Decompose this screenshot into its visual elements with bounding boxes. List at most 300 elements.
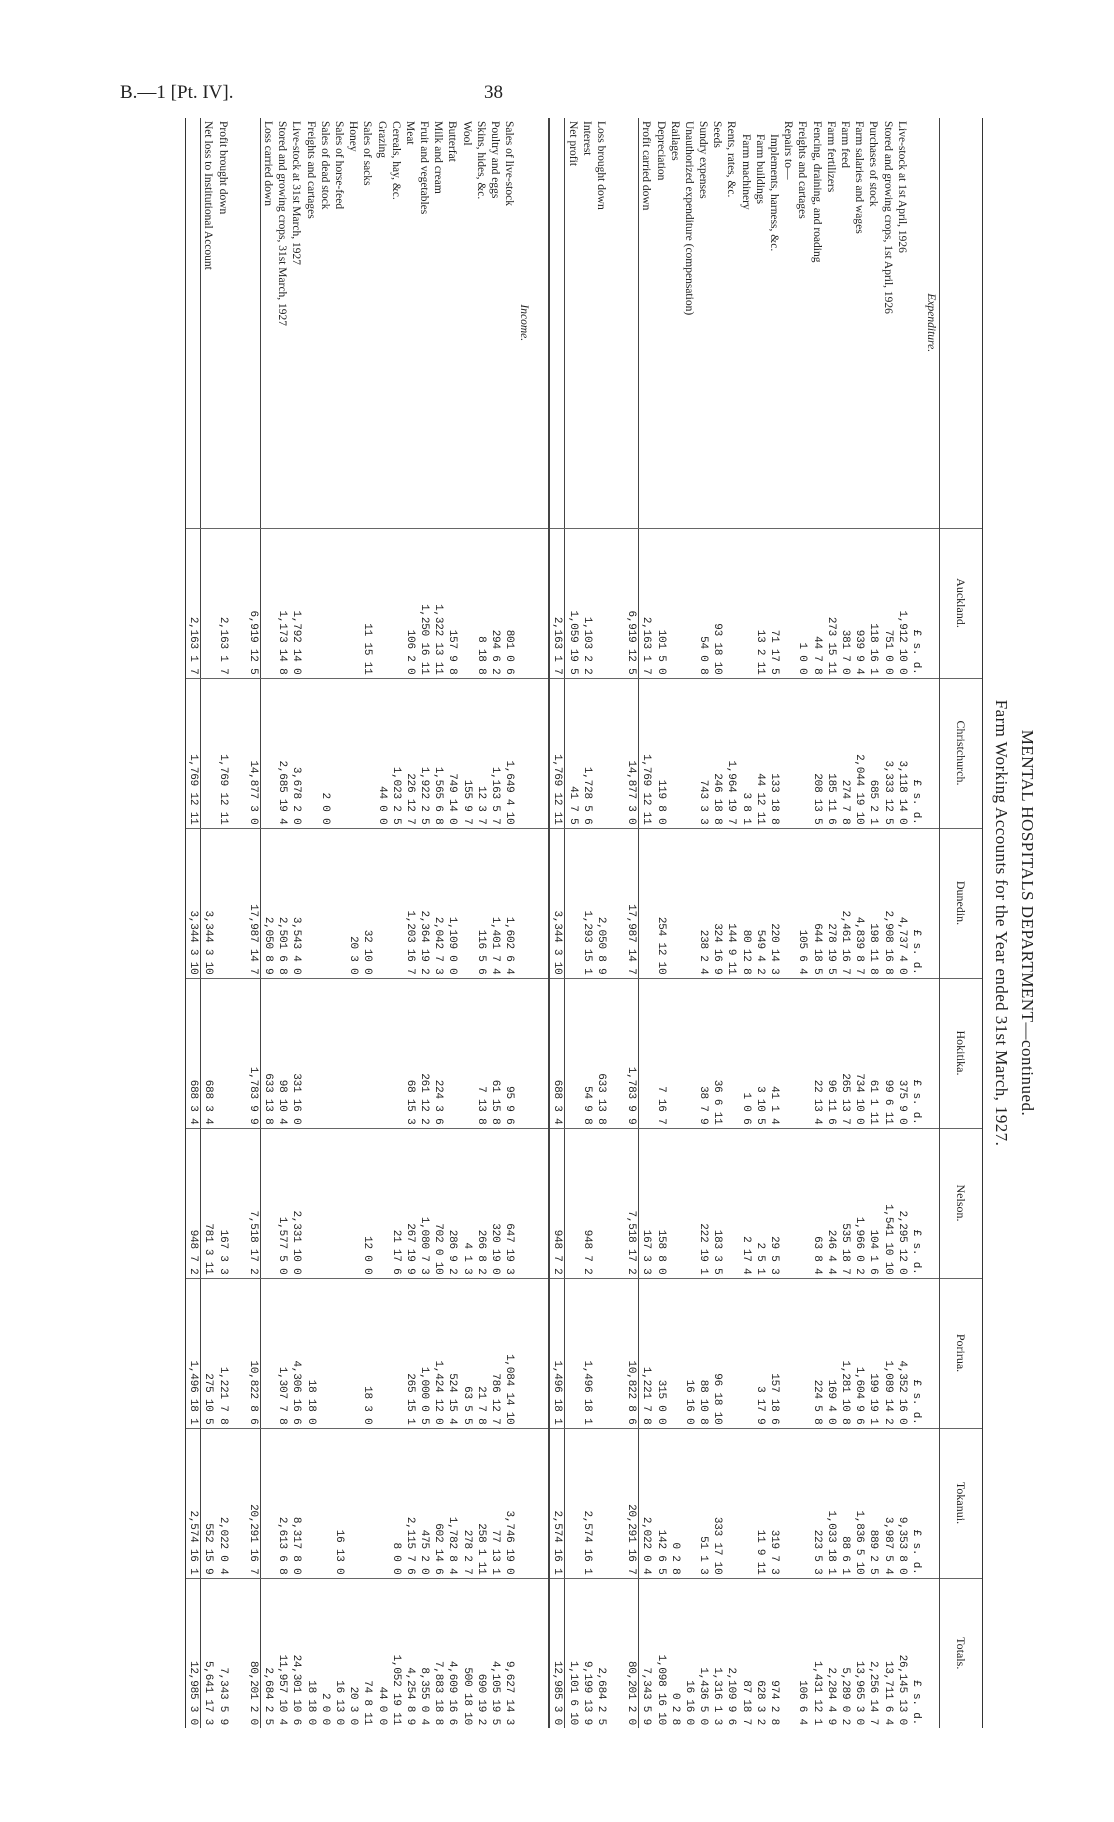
table-cell: 1,173 14 8	[275, 528, 289, 678]
total-cell: 14,877 3 0	[246, 678, 261, 828]
row-label: Net profit	[565, 118, 580, 528]
table-cell: 157 18 6	[767, 1278, 781, 1428]
document-subtitle: Farm Working Accounts for the Year ended 31st March, 1927.	[992, 699, 1011, 1147]
table-cell: 1,098 16 10	[654, 1654, 667, 1725]
empty-cell	[608, 1428, 624, 1578]
empty-cell	[516, 1128, 532, 1278]
table-cell: 74 8 11	[361, 1680, 374, 1725]
table-cell: 16 13 0	[332, 1428, 346, 1578]
total-cell: 1,769 12 11	[549, 678, 565, 828]
table-cell: 2,163 1 7	[639, 528, 654, 678]
table-cell: 80 12 8	[739, 828, 753, 978]
table-cell: 781 3 11	[201, 1128, 216, 1278]
table-cell	[682, 978, 696, 1128]
total-cell: 12,985 3 0	[549, 1578, 565, 1728]
table-cell: 633 13 8	[594, 978, 608, 1128]
table-cell: 2 0 0	[318, 678, 332, 828]
table-cell: 99 6 11	[880, 978, 894, 1128]
row-label: Repairs to—	[781, 118, 795, 528]
empty-cell	[230, 828, 246, 978]
table-cell	[781, 1428, 795, 1578]
empty-cell	[532, 978, 549, 1128]
unit-cell: £ s. d.	[909, 1278, 923, 1428]
empty-cell	[608, 528, 624, 678]
table-cell: 20 3 0	[347, 1686, 360, 1725]
table-row	[474, 118, 488, 1728]
table-cell: 7 13 8	[474, 978, 488, 1128]
row-label: Live-stock at 31st March, 1927	[289, 118, 303, 528]
total-cell: 948 7 2	[186, 1128, 201, 1278]
table-row	[216, 118, 230, 1728]
table-cell	[332, 528, 346, 678]
table-cell: 98 10 4	[275, 978, 289, 1128]
table-cell: 688 3 4	[201, 978, 216, 1128]
total-cell: 688 3 4	[549, 978, 565, 1128]
table-cell: 261 12 2	[417, 978, 431, 1128]
empty-cell	[532, 1428, 549, 1578]
row-label: Profit brought down	[216, 118, 230, 528]
column-header: Auckland.	[940, 528, 983, 678]
table-row	[724, 118, 738, 1728]
table-row	[431, 118, 445, 1728]
total-cell: 2,163 1 7	[186, 528, 201, 678]
table-row	[403, 118, 417, 1728]
row-label: Rents, rates, &c.	[724, 118, 738, 528]
page-reference: B.—1 [Pt. IV].	[120, 82, 234, 103]
row-label: Sales of live-stock	[502, 118, 516, 528]
table-cell: 275 10 5	[201, 1278, 216, 1428]
table-cell: 61 15 8	[488, 978, 502, 1128]
total-cell: 1,496 18 1	[186, 1278, 201, 1428]
empty-cell	[230, 1578, 246, 1728]
table-cell: 2,044 19 10	[852, 678, 866, 828]
empty-cell	[230, 678, 246, 828]
row-label: Interest	[580, 118, 594, 528]
table-row	[580, 118, 594, 1728]
table-cell	[318, 978, 332, 1128]
table-cell	[682, 528, 696, 678]
table-cell: 549 4 2	[753, 828, 767, 978]
unit-label-cell	[909, 118, 923, 528]
unit-cell: £ s. d.	[909, 978, 923, 1128]
table-cell: 4,839 8 7	[852, 828, 866, 978]
table-cell: 1,084 14 10	[502, 1278, 516, 1428]
empty-cell	[532, 678, 549, 828]
empty-cell	[923, 828, 940, 978]
table-row	[260, 118, 275, 1728]
row-label: Farm fertilizers	[824, 118, 838, 528]
table-cell: 199 19 1	[866, 1278, 880, 1428]
table-cell	[739, 528, 753, 678]
table-cell: 2,501 6 8	[275, 828, 289, 978]
total-cell: 3,344 3 10	[549, 828, 565, 978]
total-row	[624, 118, 639, 1728]
table-cell	[594, 1278, 608, 1428]
table-cell: 105 6 4	[795, 828, 809, 978]
row-label: Meat	[403, 118, 417, 528]
table-cell: 2,163 1 7	[216, 528, 230, 678]
total-cell: 14,877 3 0	[624, 678, 639, 828]
empty-cell	[532, 118, 549, 528]
table-cell: 54 9 8	[580, 978, 594, 1128]
table-cell	[682, 1128, 696, 1278]
table-cell: 633 13 8	[260, 978, 275, 1128]
row-label: Farm machinery	[739, 118, 753, 528]
total-cell: 2,574 16 1	[549, 1428, 565, 1578]
column-header: Totals.	[940, 1578, 983, 1728]
empty-cell	[516, 828, 532, 978]
table-cell	[201, 528, 216, 678]
row-label: Railages	[668, 118, 682, 528]
table-cell	[460, 828, 474, 978]
table-cell: 246 18 8	[710, 678, 724, 828]
total-cell: 7,518 17 2	[624, 1128, 639, 1278]
table-row	[460, 118, 474, 1728]
table-cell: 2,022 0 4	[216, 1428, 230, 1578]
table-cell	[565, 1128, 580, 1278]
table-cell	[346, 678, 360, 828]
table-cell	[795, 678, 809, 828]
empty-cell	[923, 1128, 940, 1278]
table-cell: 2 5 1	[753, 1128, 767, 1278]
table-row	[502, 118, 516, 1728]
section-heading-row	[923, 118, 940, 1728]
total-label-cell	[624, 118, 639, 528]
row-label: Sundry expenses	[696, 118, 710, 528]
total-row	[246, 118, 261, 1728]
table-cell: 22 13 4	[810, 978, 824, 1128]
table-cell: 12 0 0	[360, 1128, 374, 1278]
unit-cell: £ s. d.	[909, 828, 923, 978]
table-cell: 1,966 0 2	[852, 1128, 866, 1278]
table-cell	[304, 1128, 318, 1278]
table-row	[781, 118, 795, 1728]
table-cell	[594, 678, 608, 828]
column-header: Nelson.	[940, 1128, 983, 1278]
table-cell: 41 1 4	[767, 978, 781, 1128]
table-cell: 68 15 3	[403, 978, 417, 1128]
row-label: Purchases of stock	[866, 118, 880, 528]
table-cell: 226 12 7	[403, 678, 417, 828]
table-cell: 3,746 19 0	[502, 1428, 516, 1578]
empty-cell	[230, 1428, 246, 1578]
table-cell: 1,577 5 0	[275, 1128, 289, 1278]
table-cell: 63 8 4	[810, 1128, 824, 1278]
table-cell: 7 16 7	[653, 978, 667, 1128]
spacer-row	[608, 118, 624, 1728]
table-cell: 1,101 6 10	[566, 1660, 579, 1725]
page-number: 38	[484, 82, 503, 103]
total-label-cell	[549, 118, 565, 528]
table-cell: 1,728 5 6	[580, 678, 594, 828]
empty-cell	[230, 118, 246, 528]
table-cell: 265 15 1	[403, 1278, 417, 1428]
total-cell: 10,822 8 6	[624, 1278, 639, 1428]
table-cell	[318, 828, 332, 978]
table-cell: 3,118 14 0	[895, 678, 909, 828]
table-cell	[668, 978, 682, 1128]
table-cell	[201, 678, 216, 828]
row-label: Depreciation	[653, 118, 667, 528]
row-label: Grazing	[374, 118, 388, 528]
table-row	[838, 118, 852, 1728]
table-cell	[594, 528, 608, 678]
row-label: Profit carried down	[639, 118, 654, 528]
empty-cell	[608, 1578, 624, 1728]
total-cell: 1,769 12 11	[186, 678, 201, 828]
table-cell	[682, 678, 696, 828]
empty-cell	[923, 678, 940, 828]
empty-cell	[923, 528, 940, 678]
table-cell	[318, 1278, 332, 1428]
table-cell: 1,604 9 6	[852, 1278, 866, 1428]
table-cell	[374, 528, 388, 678]
table-cell: 96 11 6	[824, 978, 838, 1128]
table-cell	[781, 828, 795, 978]
table-cell: 208 13 5	[810, 678, 824, 828]
table-cell	[304, 528, 318, 678]
unit-row	[909, 118, 923, 1728]
table-cell: 3,344 3 10	[201, 828, 216, 978]
table-row	[488, 118, 502, 1728]
column-header: Hokitika.	[940, 978, 983, 1128]
table-cell	[739, 1428, 753, 1578]
table-cell: 2,613 6 8	[275, 1428, 289, 1578]
table-cell: 2,684 2 5	[594, 1667, 607, 1725]
table-cell: 21 17 6	[389, 1128, 403, 1278]
table-cell	[332, 978, 346, 1128]
table-row	[275, 118, 289, 1728]
table-cell	[318, 1128, 332, 1278]
row-label: Sales of sacks	[360, 118, 374, 528]
row-label: Fruit and vegetables	[417, 118, 431, 528]
table-cell: 20 3 0	[346, 828, 360, 978]
table-cell: 4,609 16 6	[446, 1660, 459, 1725]
table-cell: 294 6 2	[488, 528, 502, 678]
table-cell	[346, 1128, 360, 1278]
table-cell: 734 10 0	[852, 978, 866, 1128]
table-cell: 324 16 9	[710, 828, 724, 978]
row-label: Unauthorized expenditure (compensation)	[682, 118, 696, 528]
table-cell	[374, 1128, 388, 1278]
table-cell: 88 10 8	[696, 1278, 710, 1428]
row-label: Honey	[346, 118, 360, 528]
table-cell	[781, 678, 795, 828]
table-cell: 267 19 9	[403, 1128, 417, 1278]
table-cell: 3 10 5	[753, 978, 767, 1128]
table-cell: 278 19 5	[824, 828, 838, 978]
table-cell: 801 0 6	[502, 528, 516, 678]
row-label: Farm buildings	[753, 118, 767, 528]
table-cell: 185 11 6	[824, 678, 838, 828]
table-cell	[389, 828, 403, 978]
section-heading: Income.	[516, 118, 532, 528]
table-cell: 475 2 0	[417, 1428, 431, 1578]
table-cell	[795, 978, 809, 1128]
total-cell: 6,919 12 5	[624, 528, 639, 678]
table-cell: 602 14 6	[431, 1428, 445, 1578]
table-row	[346, 118, 360, 1728]
table-cell: 18 18 0	[304, 1278, 318, 1428]
unit-cell: £ s. d.	[909, 678, 923, 828]
table-row	[810, 118, 824, 1728]
table-cell: 167 3 3	[216, 1128, 230, 1278]
table-cell: 1,221 7 8	[639, 1278, 654, 1428]
table-cell: 12 3 7	[474, 678, 488, 828]
table-cell: 3 8 1	[739, 678, 753, 828]
table-row	[565, 118, 580, 1728]
table-cell	[781, 528, 795, 678]
empty-cell	[608, 1278, 624, 1428]
table-cell: 119 8 0	[653, 678, 667, 828]
table-cell: 61 1 11	[866, 978, 880, 1128]
table-cell: 2,050 8 9	[594, 828, 608, 978]
table-cell: 524 15 4	[445, 1278, 459, 1428]
table-cell: 8 18 8	[474, 528, 488, 678]
table-cell: 18 3 0	[360, 1278, 374, 1428]
table-cell: 32 10 0	[360, 828, 374, 978]
table-cell	[781, 978, 795, 1128]
table-cell	[460, 528, 474, 678]
table-row	[289, 118, 303, 1728]
total-cell: 20,291 16 7	[246, 1428, 261, 1578]
table-cell: 500 18 10	[460, 1667, 473, 1725]
empty-cell	[230, 978, 246, 1128]
table-cell: 238 2 4	[696, 828, 710, 978]
table-cell: 889 2 5	[866, 1428, 880, 1578]
table-cell	[304, 678, 318, 828]
table-cell: 144 9 11	[724, 828, 738, 978]
table-cell: 1 0 6	[739, 978, 753, 1128]
empty-cell	[230, 1278, 246, 1428]
table-cell: 44 0 0	[374, 678, 388, 828]
row-label: Net loss to Institutional Account	[201, 118, 216, 528]
table-cell: 8 0 0	[389, 1428, 403, 1578]
table-cell	[216, 978, 230, 1128]
table-cell: 13,965 3 0	[853, 1660, 866, 1725]
total-label-cell	[246, 118, 261, 528]
document-title: MENTAL HOSPITALS DEPARTMENT—continued.	[1018, 729, 1037, 1117]
table-cell: 2,295 12 0	[895, 1128, 909, 1278]
total-cell: 3,344 3 10	[186, 828, 201, 978]
table-cell: 1,541 10 10	[880, 1128, 894, 1278]
table-cell: 93 18 10	[710, 528, 724, 678]
empty-cell	[230, 528, 246, 678]
column-header: Christchurch.	[940, 678, 983, 828]
table-cell: 286 9 2	[445, 1128, 459, 1278]
empty-cell	[516, 1278, 532, 1428]
table-cell	[724, 1128, 738, 1278]
table-row	[389, 118, 403, 1728]
table-cell: 690 19 2	[474, 1673, 487, 1725]
table-cell: 1,080 7 3	[417, 1128, 431, 1278]
table-cell: 95 9 6	[502, 978, 516, 1128]
table-cell: 2,256 14 7	[867, 1660, 880, 1725]
table-cell: 1,052 19 11	[389, 1654, 402, 1725]
table-cell	[795, 1278, 809, 1428]
total-cell: 10,822 8 6	[246, 1278, 261, 1428]
table-row	[753, 118, 767, 1728]
empty-cell	[532, 528, 549, 678]
table-cell: 2,574 16 1	[580, 1428, 594, 1578]
table-cell: 167 3 3	[639, 1128, 654, 1278]
table-cell: 101 5 0	[653, 528, 667, 678]
table-cell: 4,737 4 0	[895, 828, 909, 978]
table-cell: 1,649 4 10	[502, 678, 516, 828]
row-label: Skins, hides, &c.	[474, 118, 488, 528]
table-cell	[346, 1278, 360, 1428]
table-cell: 1,163 5 7	[488, 678, 502, 828]
table-row	[682, 118, 696, 1728]
table-cell: 266 8 2	[474, 1128, 488, 1278]
table-cell: 1,023 2 5	[389, 678, 403, 828]
table-cell	[565, 1278, 580, 1428]
empty-cell	[923, 1428, 940, 1578]
table-cell: 13,711 6 4	[881, 1660, 894, 1725]
table-cell: 4,105 19 5	[489, 1660, 502, 1725]
table-cell: 786 12 7	[488, 1278, 502, 1428]
table-cell: 16 16 0	[682, 1680, 695, 1725]
empty-cell	[923, 978, 940, 1128]
table-cell: 1,089 14 2	[880, 1278, 894, 1428]
table-cell: 1,316 1 3	[711, 1667, 724, 1725]
section-heading: Expenditure.	[923, 118, 940, 528]
table-cell: 169 4 0	[824, 1278, 838, 1428]
table-cell: 685 2 1	[866, 678, 880, 828]
table-cell	[332, 1278, 346, 1428]
table-cell	[565, 978, 580, 1128]
table-cell: 1,281 10 8	[838, 1278, 852, 1428]
table-cell: 1,836 5 10	[852, 1428, 866, 1578]
table-cell: 1,103 2 2	[580, 528, 594, 678]
table-cell: 5,289 0 2	[838, 1667, 851, 1725]
table-cell: 155 9 7	[460, 678, 474, 828]
table-cell: 2,685 19 4	[275, 678, 289, 828]
total-cell: 1,783 9 9	[624, 978, 639, 1128]
total-cell: 948 7 2	[549, 1128, 565, 1278]
table-row	[417, 118, 431, 1728]
table-cell: 381 7 0	[838, 528, 852, 678]
table-cell	[304, 1428, 318, 1578]
table-cell: 9,199 13 9	[580, 1660, 593, 1725]
table-cell	[565, 828, 580, 978]
section-heading-row	[516, 118, 532, 1728]
table-cell: 26,145 13 0	[895, 1654, 908, 1725]
table-cell	[668, 528, 682, 678]
table-cell: 2,364 19 2	[417, 828, 431, 978]
table-cell: 106 2 0	[403, 528, 417, 678]
table-cell: 1,250 16 11	[417, 528, 431, 678]
table-cell: 1,424 12 0	[431, 1278, 445, 1428]
table-cell	[360, 978, 374, 1128]
table-cell	[318, 528, 332, 678]
table-cell: 18 18 0	[304, 1680, 317, 1725]
total-row	[186, 118, 201, 1728]
unit-cell: £ s. d.	[909, 1128, 923, 1278]
empty-cell	[608, 678, 624, 828]
column-header: Tokanui.	[940, 1428, 983, 1578]
table-cell	[724, 978, 738, 1128]
row-label: Milk and cream	[431, 118, 445, 528]
table-cell: 1,109 0 0	[445, 828, 459, 978]
table-cell: 4 1 3	[460, 1128, 474, 1278]
empty-cell	[608, 1128, 624, 1278]
table-cell: 647 19 3	[502, 1128, 516, 1278]
table-row	[824, 118, 838, 1728]
table-cell: 2,050 8 9	[260, 828, 275, 978]
table-row	[895, 118, 909, 1728]
table-cell	[260, 1128, 275, 1278]
